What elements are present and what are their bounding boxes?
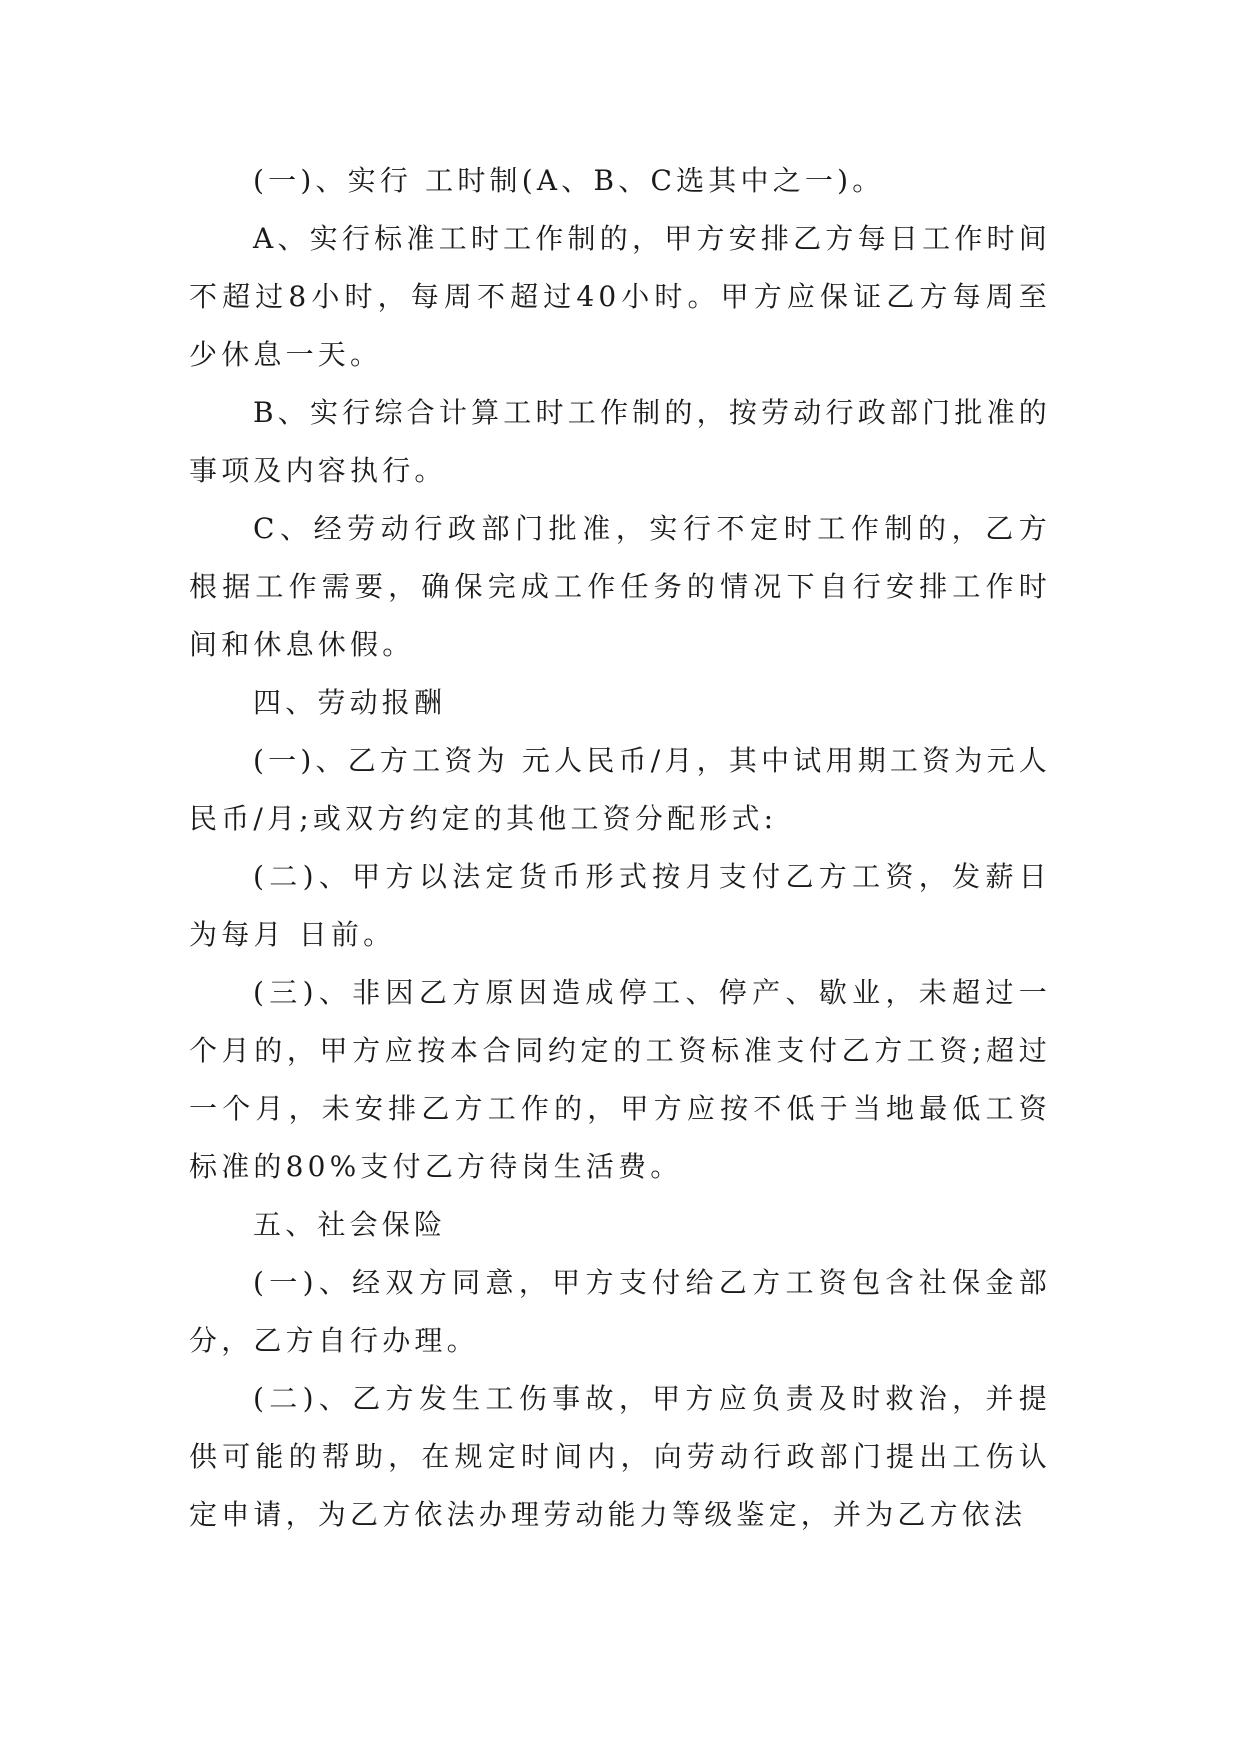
paragraph-insurance-included: (一)、经双方同意，甲方支付给乙方工资包含社保金部分，乙方自行办理。 [189,1266,1051,1357]
paragraph-flexible-hours: C、经劳动行政部门批准，实行不定时工作制的，乙方根据工作需要，确保完成工作任务的情况下自行安排工作时间和休息休假。 [189,512,1051,661]
section-heading-social-insurance: 五、社会保险 [253,1208,447,1241]
paragraph-standard-hours: A、实行标准工时工作制的，甲方安排乙方每日工作时间不超过8小时，每周不超过40小时。甲方应保证乙方每周至少休息一天。 [189,222,1051,371]
paragraph-salary-amount: (一)、乙方工资为 元人民币/月，其中试用期工资为元人民币/月;或双方约定的其他工资分配形式: [189,744,1051,835]
paragraph-payment-date: (二)、甲方以法定货币形式按月支付乙方工资，发薪日为每月 日前。 [189,860,1051,951]
document-body [189,152,1051,1544]
paragraph-comprehensive-hours: B、实行综合计算工时工作制的，按劳动行政部门批准的事项及内容执行。 [189,396,1051,487]
paragraph-work-injury: (二)、乙方发生工伤事故，甲方应负责及时救治，并提供可能的帮助，在规定时间内，向劳动行政部门提出工伤认定申请，为乙方依法办理劳动能力等级鉴定，并为乙方依法 [189,1382,1051,1531]
paragraph-work-stoppage: (三)、非因乙方原因造成停工、停产、歇业，未超过一个月的，甲方应按本合同约定的工资标准支付乙方工资;超过一个月，未安排乙方工作的，甲方应按不低于当地最低工资标准的80%支付乙方待岗生活费。 [189,976,1051,1183]
section-heading-remuneration: 四、劳动报酬 [253,686,447,719]
paragraph-working-hours-system: (一)、实行 工时制(A、B、C选其中之一)。 [253,164,885,197]
